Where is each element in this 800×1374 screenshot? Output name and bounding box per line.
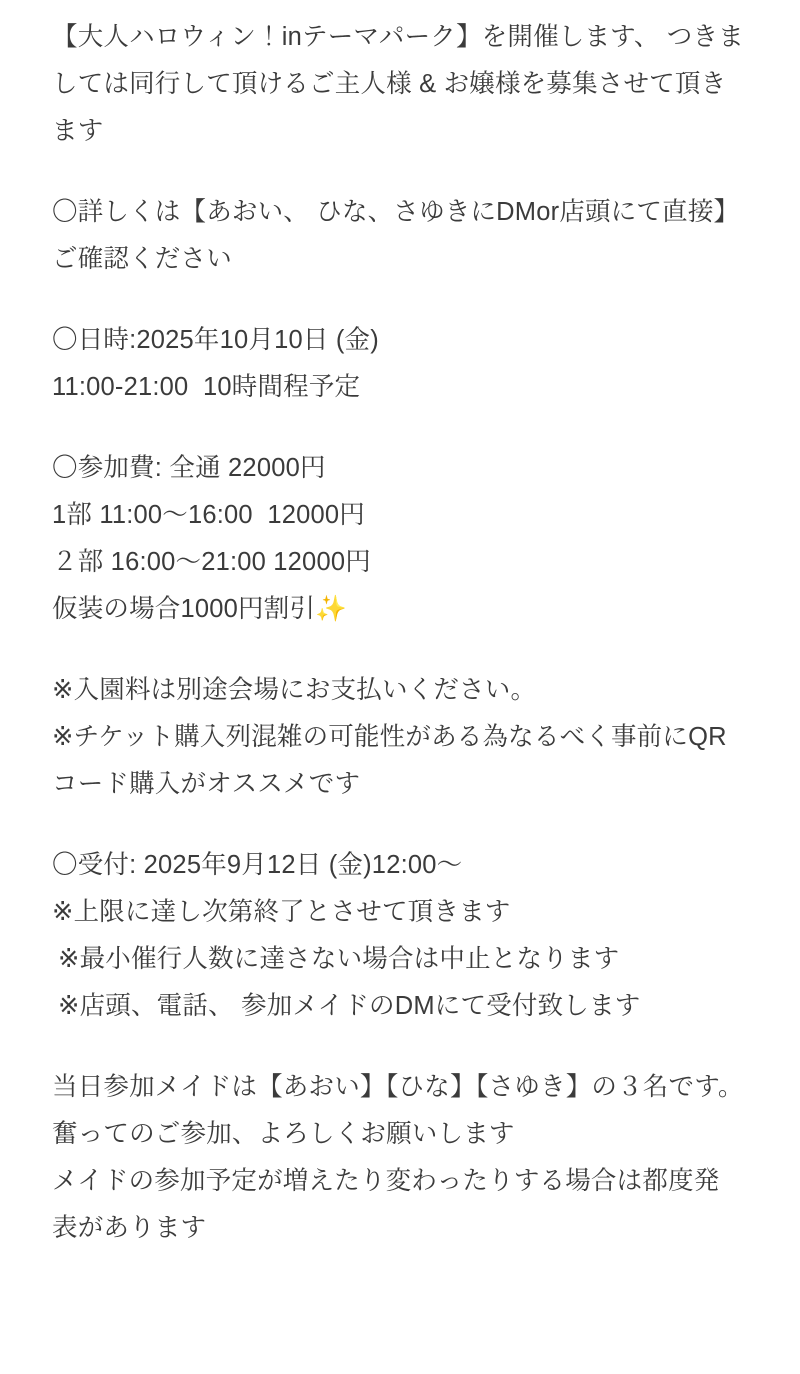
text-line: 〇参加費: 全通 22000円	[52, 454, 326, 482]
text-line: 〇詳しくは【あおい、 ひな、さゆきにDMor店頭にて直接】ご確認ください	[52, 198, 740, 273]
text-line: メイドの参加予定が増えたり変わったりする場合は都度発表があります	[52, 1167, 720, 1242]
paragraph-maids	[52, 1064, 744, 1252]
text-line: ※上限に達し次第終了とさせて頂きます	[52, 898, 511, 926]
paragraph-contact	[52, 189, 744, 283]
text-line: 11:00-21:00 10時間程予定	[52, 373, 361, 401]
text-line: ２部 16:00〜21:00 12000円	[52, 548, 371, 576]
paragraph-reception	[52, 842, 744, 1030]
paragraph-notes-entry	[52, 667, 744, 808]
text-line: 当日参加メイドは【あおい】【ひな】【さゆき】の３名です。奮ってのご参加、よろしくお願いします	[52, 1073, 744, 1148]
text-line: 1部 11:00〜16:00 12000円	[52, 501, 365, 529]
text-line: ※入園料は別途会場にお支払いください。	[52, 676, 537, 704]
text-line: 【大人ハロウィン！inテーマパーク】を開催します、 つきましては同行して頂けるご主人様 & お嬢様を募集させて頂きます	[52, 23, 744, 145]
text-line: ※最小催行人数に達さない場合は中止となります	[58, 945, 620, 973]
paragraph-datetime	[52, 317, 744, 411]
text-line: ※チケット購入列混雑の可能性がある為なるべく事前にQRコード購入がオススメです	[52, 723, 727, 798]
text-line: ※店頭、電話、 参加メイドのDMにて受付致します	[58, 992, 641, 1020]
text-line: 〇受付: 2025年9月12日 (金)12:00〜	[52, 851, 463, 879]
text-line: 仮装の場合1000円割引✨	[52, 595, 348, 623]
text-line: 〇日時:2025年10月10日 (金)	[52, 326, 379, 354]
paragraph-intro	[52, 14, 744, 155]
paragraph-fee	[52, 445, 744, 633]
